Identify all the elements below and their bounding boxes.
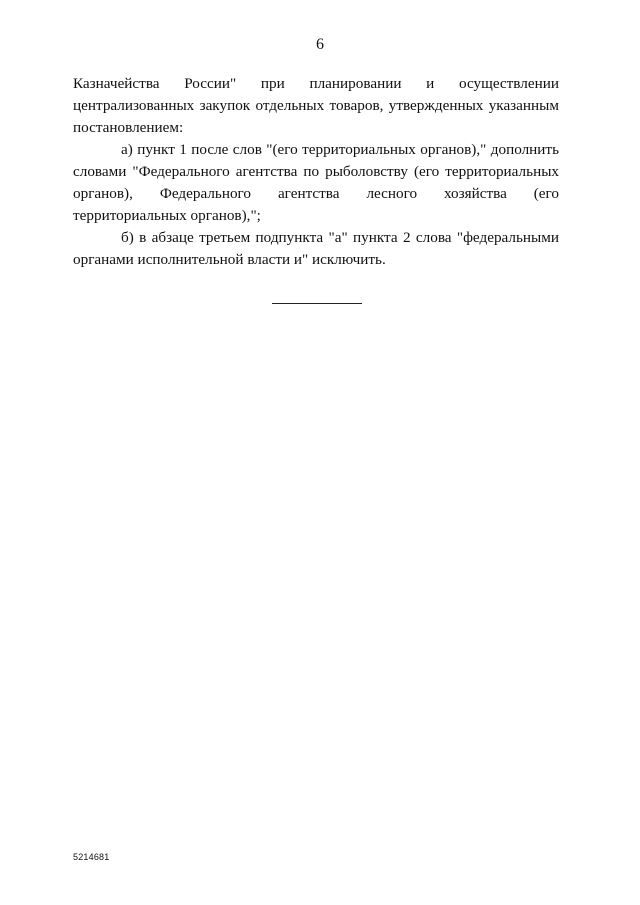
document-code: 5214681 xyxy=(73,852,110,862)
page-number: 6 xyxy=(316,36,324,53)
paragraph-item-b: б) в абзаце третьем подпункта "а" пункта 2 слова "федеральными органами исполнительной власти и" исключить. xyxy=(73,229,559,268)
paragraph-continuation: Казначейства России" при планировании и осуществлении централизованных закупок отдельных товаров, утвержденных указанным постановлением: xyxy=(73,75,559,136)
document-body xyxy=(73,73,559,271)
end-of-text-rule xyxy=(272,303,362,304)
paragraph-item-a: а) пункт 1 после слов "(его территориальных органов)," дополнить словами "Федерального агентства по рыболовству (его территориальных органов), Федерального агентства лесного хозяйства (его территориальных органов),"; xyxy=(73,141,559,224)
